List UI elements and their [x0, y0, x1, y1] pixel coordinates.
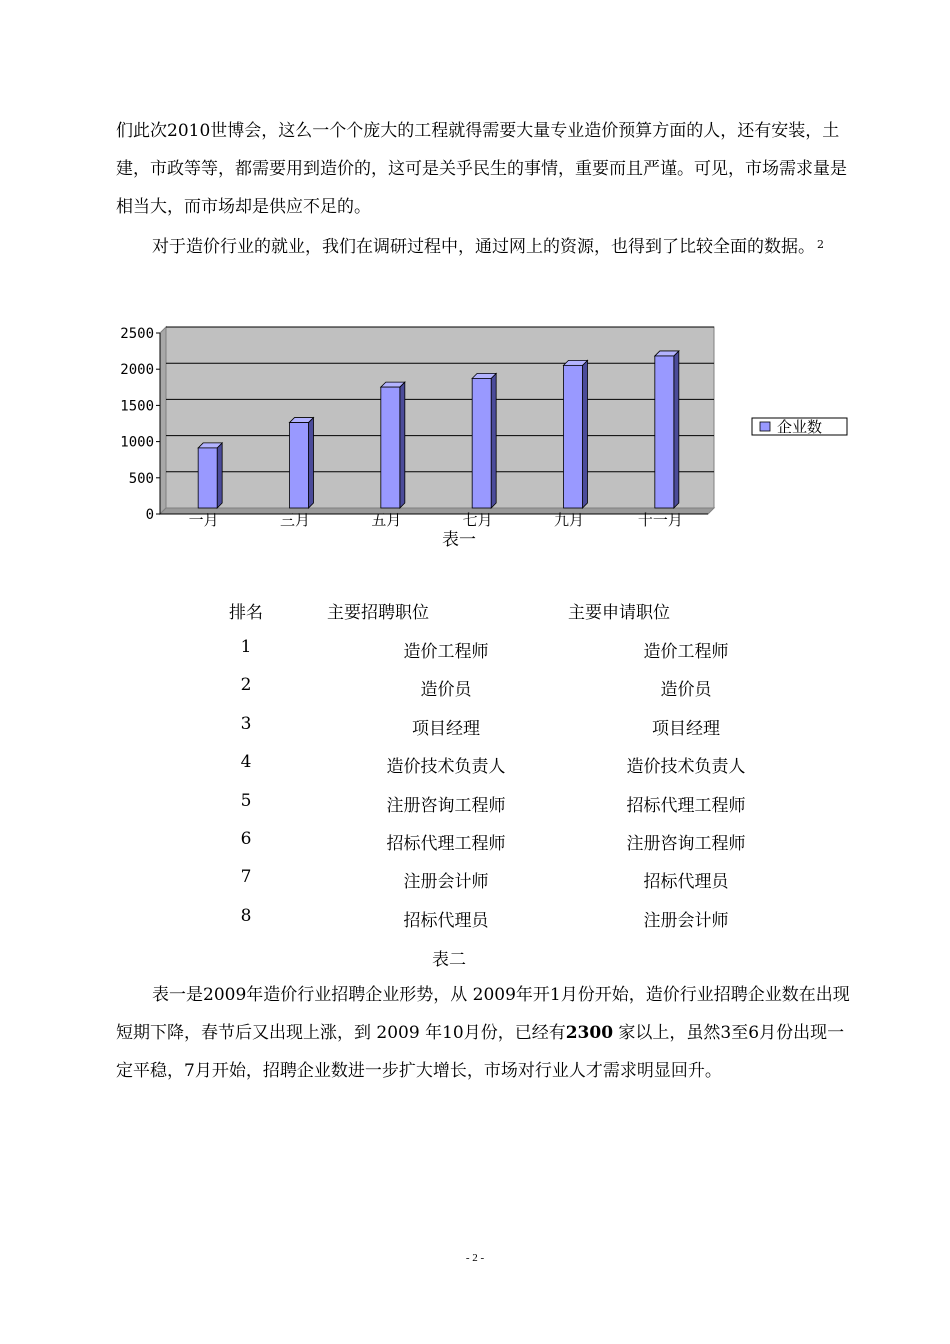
- x-tick-label: 九月: [553, 511, 585, 529]
- table-cell: 招标代理工程师: [626, 795, 746, 816]
- plot-area: [166, 327, 714, 508]
- table-cell: 项目经理: [412, 718, 480, 739]
- table-cell: 4: [240, 752, 252, 773]
- intro-paragraph-2: [116, 226, 861, 266]
- y-tick-label: 1500: [120, 398, 154, 415]
- x-tick-label: 三月: [279, 511, 311, 529]
- table-cell: 造价技术负责人: [386, 757, 506, 778]
- x-tick-label: 五月: [371, 511, 402, 529]
- table-cell: 造价工程师: [643, 642, 729, 662]
- table-cell: 注册会计师: [403, 872, 489, 893]
- table-cell: 注册咨询工程师: [386, 795, 506, 816]
- table-cell: 注册会计师: [643, 910, 729, 931]
- table-cell: 8: [240, 905, 252, 926]
- bar-side: [491, 373, 496, 508]
- summary-paragraph: [116, 976, 861, 1090]
- y-tick-label: 2000: [120, 362, 154, 379]
- page-number: - 2 -: [465, 1252, 485, 1264]
- bar: [564, 365, 583, 508]
- summary-bold-number: 2300: [565, 1023, 614, 1043]
- y-tick-label: 500: [128, 470, 154, 487]
- table-caption: 表二: [432, 950, 466, 970]
- chart-caption: 表一: [442, 530, 476, 550]
- table-cell: 招标代理员: [403, 910, 489, 931]
- table-cell: 造价工程师: [403, 642, 489, 662]
- bar-side: [674, 351, 679, 508]
- summary-text-1: 表一是2009年造价行业招聘企业形势，从 2009年开1月份开始，造价行业招聘企业数在出现短期下降，春节后又出现上涨，到 2009 年10月份，已经有: [116, 985, 850, 1043]
- footnote-marker: 2: [817, 238, 824, 251]
- table-cell: 造价员: [420, 680, 472, 701]
- bar-side: [217, 443, 222, 508]
- plot-side-wall: [160, 327, 166, 514]
- intro-paragraph-1: 们此次2010世博会，这么一个个庞大的工程就得需要大量专业造价预算方面的人，还有安装，土建，市政等等，都需要用到造价的，这可是关乎民生的事情，重要而且严谨。可见，市场需求量是相当大，而市场却是供应不足的。: [116, 121, 847, 217]
- table-cell: 招标代理员: [643, 872, 729, 893]
- legend-label: 企业数: [777, 418, 823, 436]
- bar: [472, 378, 491, 508]
- bar: [290, 423, 309, 508]
- bar-side: [309, 418, 314, 508]
- bar: [198, 448, 217, 508]
- table-cell: 7: [240, 867, 252, 888]
- x-tick-label: 十一月: [637, 511, 683, 529]
- table-cell: 1: [240, 637, 252, 657]
- table-cell: 造价技术负责人: [626, 757, 746, 778]
- legend-swatch: [760, 422, 770, 431]
- table-cell: 3: [240, 713, 252, 734]
- x-tick-label: 一月: [188, 511, 219, 529]
- table-header-cell: 排名: [229, 603, 263, 623]
- bar: [655, 356, 674, 508]
- enterprise-count-chart: [110, 318, 860, 533]
- summary-text-2: 家以上，虽然3至6月份出现一定平稳，7月开始，招聘企业数进一步扩大增长，市场对行业人才需求明显回升。: [116, 1023, 845, 1081]
- bar-side: [583, 360, 588, 508]
- table-cell: 5: [240, 790, 252, 811]
- y-tick-label: 2500: [120, 326, 154, 342]
- table-header-cell: 主要申请职位: [568, 603, 670, 623]
- intro-paragraph-2-text: 对于造价行业的就业，我们在调研过程中，通过网上的资源，也得到了比较全面的数据。: [152, 237, 815, 257]
- table-cell: 2: [240, 675, 252, 696]
- table-header-cell: 主要招聘职位: [327, 603, 429, 623]
- table-cell: 6: [240, 829, 252, 849]
- table-cell: 造价员: [660, 680, 712, 701]
- table-cell: 招标代理工程师: [386, 834, 506, 854]
- x-tick-label: 七月: [462, 511, 493, 529]
- bar: [381, 387, 400, 508]
- plot-floor: [160, 508, 714, 514]
- table-cell: 注册咨询工程师: [626, 834, 746, 854]
- table-cell: 项目经理: [652, 718, 720, 739]
- y-tick-label: 1000: [120, 434, 154, 451]
- y-tick-label: 0: [145, 507, 154, 523]
- bar-side: [400, 382, 405, 508]
